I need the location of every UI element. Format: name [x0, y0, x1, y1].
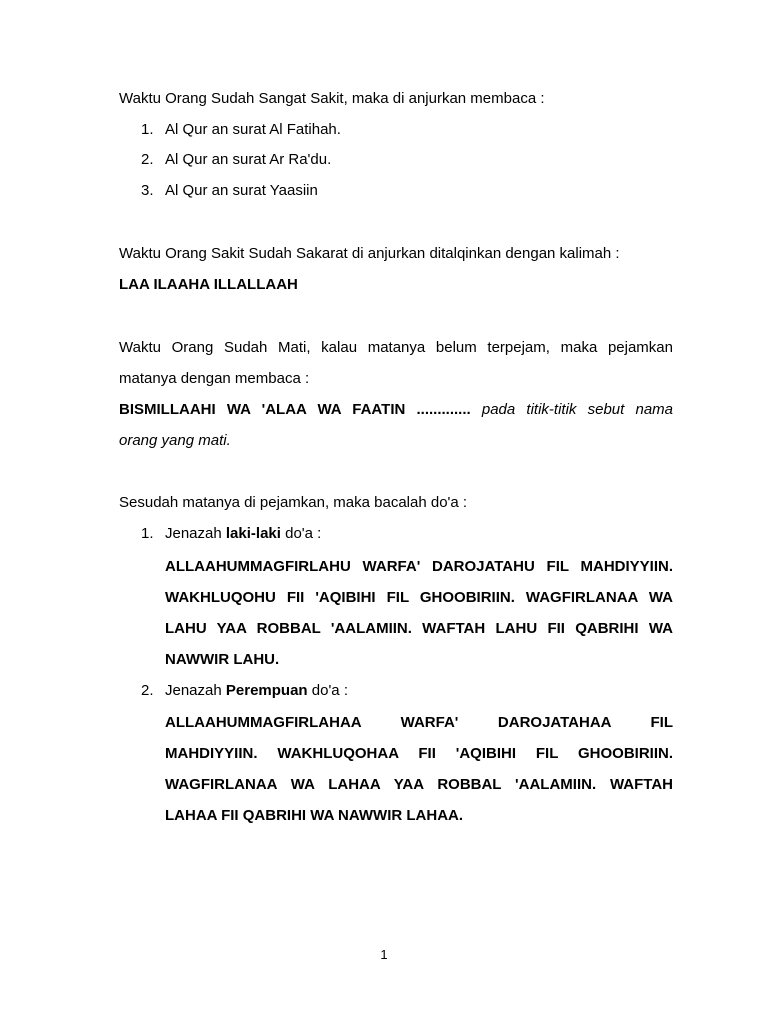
section3-line1: Waktu Orang Sudah Mati, kalau matanya belum terpejam, maka pejamkan: [119, 339, 673, 356]
heading-pre: Jenazah: [165, 525, 226, 542]
list-item: Al Qur an surat Al Fatihah.: [165, 121, 341, 138]
section3-line2: matanya dengan membaca :: [119, 370, 310, 387]
section3-prayer-line: [119, 400, 673, 420]
doa-male-line: LAHU YAA ROBBAL 'AALAMIIN. WAFTAH LAHU FII QABRIHI WA: [165, 620, 673, 637]
list-item: Al Qur an surat Ar Ra'du.: [165, 151, 332, 168]
list-item-number: 1.: [141, 525, 154, 542]
page-number: 1: [380, 947, 388, 962]
doa-male-line: ALLAAHUMMAGFIRLAHU WARFA' DAROJATAHU FIL MAHDIYYIIN.: [165, 558, 673, 575]
doa-female-line: WAGFIRLANAA WA LAHAA YAA ROBBAL 'AALAMIIN. WAFTAH: [165, 776, 673, 793]
kalimah-talqin: LAA ILAAHA ILLALLAAH: [119, 276, 298, 293]
doa-female-line: MAHDIYYIIN. WAKHLUQOHAA FII 'AQIBIHI FIL GHOOBIRIIN.: [165, 745, 673, 762]
doa-male-line: WAKHLUQOHU FII 'AQIBIHI FIL GHOOBIRIIN. WAGFIRLANAA WA: [165, 589, 673, 606]
doa-heading-female: [165, 681, 673, 701]
heading-pre: Jenazah: [165, 682, 226, 699]
doa-female-line: LAHAA FII QABRIHI WA NAWWIR LAHAA.: [165, 807, 464, 824]
heading-gender: Perempuan: [225, 682, 308, 699]
list-item-number: 3.: [141, 182, 154, 199]
section3-note-cont: [119, 431, 673, 451]
doa-female-line: ALLAAHUMMAGFIRLAHAA WARFA' DAROJATAHAA FIL: [165, 714, 673, 731]
list-item-number: 1.: [141, 121, 154, 138]
doa-male-line: NAWWIR LAHU.: [165, 651, 280, 668]
list-item-number: 2.: [141, 682, 154, 699]
list-item: Al Qur an surat Yaasiin: [165, 182, 318, 199]
section1-intro: Waktu Orang Sudah Sangat Sakit, maka di anjurkan membaca :: [119, 90, 545, 107]
heading-post: do'a :: [307, 682, 348, 699]
section4-intro: Sesudah matanya di pejamkan, maka bacalah do'a :: [119, 494, 468, 511]
list-item-number: 2.: [141, 151, 154, 168]
bismillah-text: BISMILLAAHI WA 'ALAA WA FAATIN .............: [119, 401, 471, 418]
instruction-note-cont: orang yang mati.: [119, 432, 231, 449]
doa-heading-male: [165, 524, 673, 544]
section2-intro: Waktu Orang Sakit Sudah Sakarat di anjurkan ditalqinkan dengan kalimah :: [119, 245, 620, 262]
heading-post: do'a :: [280, 525, 322, 542]
heading-gender: laki-laki: [225, 525, 281, 542]
instruction-note: pada titik-titik sebut nama: [481, 401, 673, 418]
